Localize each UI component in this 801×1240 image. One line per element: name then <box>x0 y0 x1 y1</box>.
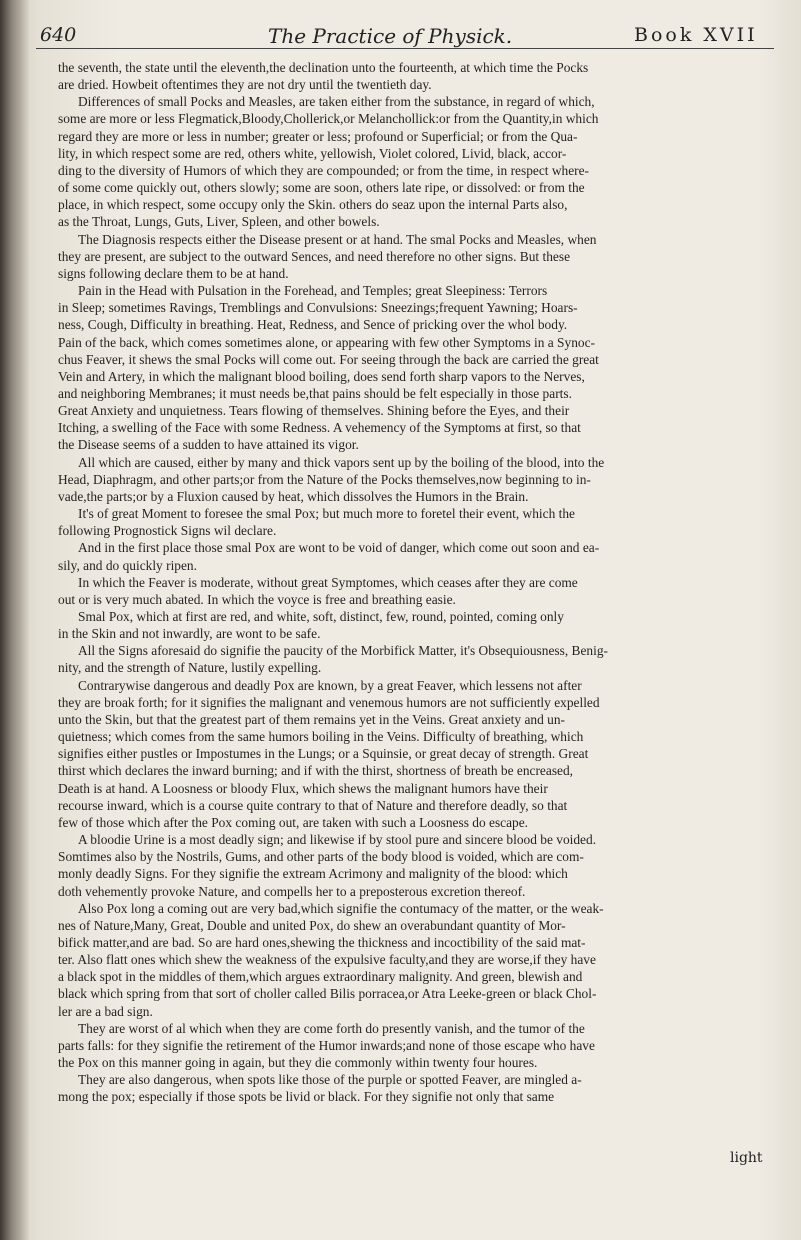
text-line: Great Anxiety and unquietness. Tears flowing of themselves. Shining before the Eyes, and their <box>58 403 570 419</box>
text-line: ler are a bad sign. <box>58 1003 153 1019</box>
text-line: The Diagnosis respects either the Disease present or at hand. The smal Pocks and Measles, when <box>78 231 597 247</box>
text-line: bifick matter,and are bad. So are hard ones,shewing the thickness and incoctibility of the said mat- <box>58 934 586 950</box>
page-number: 640 <box>40 24 77 46</box>
text-line: ness, Cough, Difficulty in breathing. Heat, Redness, and Sence of pricking over the whol body. <box>58 317 568 333</box>
text-line: mong the pox; especially if those spots be livid or black. For they signifie not only that same <box>58 1089 555 1105</box>
text-line: in the Skin and not inwardly, are wont to be safe. <box>58 626 321 642</box>
text-line: a black spot in the middles of them,which argues extraordinary malignity. And green, blewish and <box>58 969 583 985</box>
header-rule <box>36 48 774 49</box>
body-text <box>58 59 778 1106</box>
text-line: ding to the diversity of Humors of which they are compounded; or from the time, in respect where- <box>58 162 590 178</box>
text-line: they are broak forth; for it signifies the malignant and venemous humors are not sufficiently expelled <box>58 694 600 710</box>
text-line: Itching, a swelling of the Face with some Redness. A vehemency of the Symptoms at first, so that <box>58 420 581 436</box>
text-line: place, in which respect, some occupy only the Skin. others do seaz upon the internal Parts also, <box>58 197 568 213</box>
text-line: lity, in which respect some are red, others white, yellowish, Violet colored, Livid, black, accor- <box>58 145 567 161</box>
text-line: the seventh, the state until the eleventh,the declination unto the fourteenth, at which time the Pocks <box>58 60 589 75</box>
text-line: they are present, are subject to the outward Sences, and need therefore no other signs. But these <box>58 248 571 264</box>
text-line: Head, Diaphragm, and other parts;or from the Nature of the Pocks themselves,now beginning to in- <box>58 471 591 487</box>
page-header <box>36 12 776 56</box>
catchword: light <box>730 1150 763 1166</box>
text-line: They are also dangerous, when spots like those of the purple or spotted Feaver, are mingled a- <box>78 1072 582 1088</box>
text-line: Contrarywise dangerous and deadly Pox are known, by a great Feaver, which lessens not after <box>78 677 582 693</box>
text-line: following Prognostick Signs wil declare. <box>58 523 277 539</box>
text-line: A bloodie Urine is a most deadly sign; and likewise if by stool pure and sincere blood be voided. <box>78 832 597 848</box>
text-line: and neighboring Membranes; it must needs be,that pains should be felt especially in those parts. <box>58 385 572 401</box>
text-line: as the Throat, Lungs, Guts, Liver, Spleen, and other bowels. <box>58 214 380 230</box>
text-line: few of those which after the Pox coming out, are taken with such a Loosness do escape. <box>58 814 529 830</box>
text-line: doth vehemently provoke Nature, and compells her to a preposterous excretion thereof. <box>58 883 526 899</box>
text-line: Pain in the Head with Pulsation in the Forehead, and Temples; great Sleepiness: Terrors <box>78 283 548 299</box>
text-line: Somtimes also by the Nostrils, Gums, and other parts of the body blood is voided, which are com- <box>58 849 584 865</box>
text-line: Vein and Artery, in which the malignant blood boiling, does send forth sharp vapors to the Nerves, <box>58 368 585 384</box>
text-line: All the Signs aforesaid do signifie the paucity of the Morbifick Matter, it's Obsequiousness, Benig- <box>78 643 608 659</box>
text-line: regard they are more or less in number; greater or less; profound or Superficial; or from the Qua- <box>58 128 578 144</box>
text-line: in Sleep; sometimes Ravings, Tremblings and Convulsions: Sneezings;frequent Yawning; Hoars- <box>58 300 578 316</box>
text-line: monly deadly Signs. For they signifie the extream Acrimony and malignity of the blood: which <box>58 866 568 882</box>
text-line: are dried. Howbeit oftentimes they are not dry until the twentieth day. <box>58 77 432 93</box>
text-line: black which spring from that sort of choller called Bilis porracea,or Atra Leeke-green or black Chol- <box>58 986 597 1002</box>
text-line: Also Pox long a coming out are very bad,which signifie the contumacy of the matter, or the weak- <box>78 900 604 916</box>
text-line: All which are caused, either by many and thick vapors sent up by the boiling of the blood, into the <box>78 454 605 470</box>
text-line: recourse inward, which is a course quite contrary to that of Nature and therefore deadly, so that <box>58 797 568 813</box>
text-line: It's of great Moment to foresee the smal Pox; but much more to foretel their event, which the <box>78 506 575 522</box>
text-line: And in the first place those smal Pox are wont to be void of danger, which come out soon and ea- <box>78 540 600 556</box>
text-line: unto the Skin, but that the greatest part of them remains yet in the Veins. Great anxiety and un- <box>58 711 565 727</box>
text-line: of some come quickly out, others slowly; some are soon, others late ripe, or dissolved: or from the <box>58 180 585 196</box>
text-line: parts falls: for they signifie the retirement of the Humor inwards;and none of those escape who have <box>58 1037 595 1053</box>
text-line: some are more or less Flegmatick,Bloody,Chollerick,or Melanchollick:or from the Quantity,in which <box>58 111 599 127</box>
text-line: vade,the parts;or by a Fluxion caused by heat, which dissolves the Humors in the Brain. <box>58 488 529 504</box>
text-line: quietness; which comes from the same humors boiling in the Veins. Difficulty of breathing, which <box>58 729 584 745</box>
text-line: chus Feaver, it shews the smal Pocks will come out. For seeing through the back are carried the great <box>58 351 599 367</box>
text-line: nes of Nature,Many, Great, Double and united Pox, do shew an overabundant quantity of Mor- <box>58 917 566 933</box>
text-line: Differences of small Pocks and Measles, are taken either from the substance, in regard of which, <box>78 94 595 110</box>
text-line: Smal Pox, which at first are red, and white, soft, distinct, few, round, pointed, coming only <box>78 609 564 624</box>
text-line: Death is at hand. A Loosness or bloody Flux, which shews the malignant humors have their <box>58 780 548 796</box>
running-title: The Practice of Physick. <box>268 24 513 48</box>
text-line: the Disease seems of a sudden to have attained its vigor. <box>58 437 359 453</box>
text-line: They are worst of al which when they are come forth do presently vanish, and the tumor of the <box>78 1020 585 1036</box>
text-line: signifies either pustles or Impostumes in the Lungs; or a Squinsie, or great decay of strength. Great <box>58 746 589 762</box>
text-line: the Pox on this manner going in again, but they die commonly within twenty four houres. <box>58 1055 538 1071</box>
text-line: out or is very much abated. In which the voyce is free and breathing easie. <box>58 591 456 607</box>
text-line: In which the Feaver is moderate, without great Symptomes, which ceases after they are come <box>78 574 578 590</box>
text-line: ter. Also flatt ones which shew the weakness of the expulsive faculty,and they are worse,if they have <box>58 952 596 968</box>
text-line: sily, and do quickly ripen. <box>58 557 197 573</box>
text-line: Pain of the back, which comes sometimes alone, or appearing with few other Symptoms in a Synoc- <box>58 334 595 350</box>
text-line: nity, and the strength of Nature, lustily expelling. <box>58 660 322 676</box>
text-line: thirst which declares the inward burning; and if with the thirst, shortness of breath be encreased, <box>58 763 574 779</box>
binding-shadow <box>0 0 30 1240</box>
book-label: Book XVII <box>634 24 758 46</box>
text-line: signs following declare them to be at hand. <box>58 265 289 281</box>
